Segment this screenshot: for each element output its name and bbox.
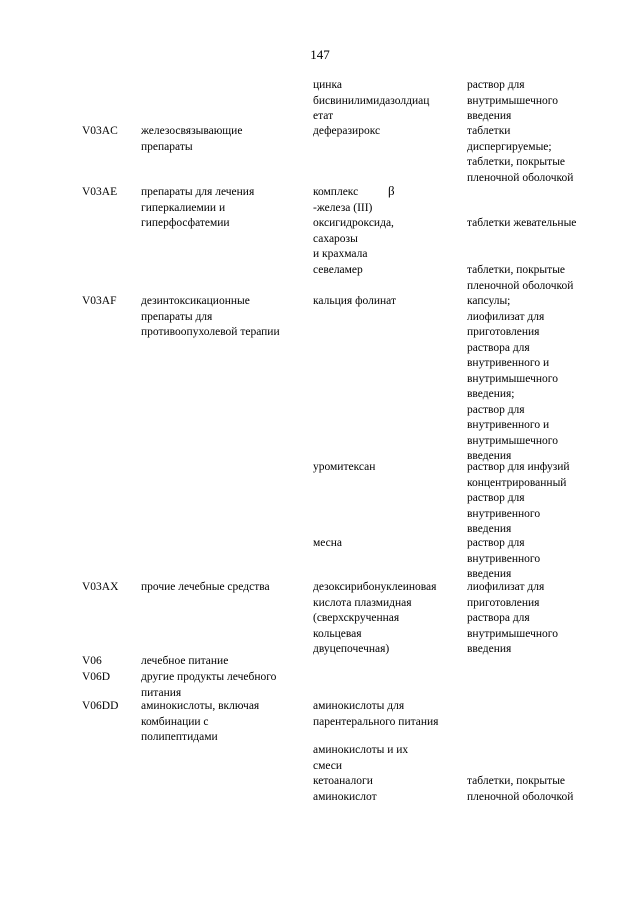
form-cell: таблетки, покрытые пленочной оболочкой [467, 264, 574, 292]
group-name-cell: препараты для лечения гиперкалиемии и гиперфосфатемии [141, 186, 255, 229]
atc-code-cell: V03AC [82, 125, 118, 137]
substance-cell: севеламер [313, 264, 363, 276]
atc-code-cell: V06D [82, 671, 111, 683]
substance-cell: комплекс -железа (III) оксигидроксида, сахарозы и крахмала [313, 186, 394, 260]
substance-cell: дезоксирибонуклеиновая кислота плазмидная (сверхскрученная кольцевая двуцепочечная) [313, 581, 437, 655]
form-cell: таблетки диспергируемые; таблетки, покрытые пленочной оболочкой [467, 125, 574, 184]
form-cell: капсулы; лиофилизат для приготовления раствора для внутривенного и внутримышечного введения; раствор для внутривенного и внутримышечного введения [467, 295, 558, 462]
page-number: 147 [310, 47, 330, 62]
beta-symbol: β [388, 183, 395, 198]
form-cell: таблетки жевательные [467, 217, 577, 229]
substance-cell: аминокислоты для парентерального питания [313, 700, 439, 728]
substance-cell: месна [313, 537, 343, 549]
atc-code-cell: V06 [82, 655, 102, 667]
form-cell: лиофилизат для приготовления раствора для внутримышечного введения [467, 581, 558, 655]
substance-cell: деферазирокс [313, 125, 381, 137]
form-cell: раствор для внутримышечного введения [467, 79, 558, 122]
atc-code-cell: V03AE [82, 186, 118, 198]
substance-cell: уромитексан [313, 461, 376, 473]
substance-cell: кальция фолинат [313, 295, 397, 307]
form-cell: таблетки, покрытые пленочной оболочкой [467, 775, 574, 803]
group-name-cell: дезинтоксикационные препараты для противоопухолевой терапии [141, 295, 280, 338]
substance-cell: кетоаналоги аминокислот [313, 775, 377, 803]
atc-code-cell: V06DD [82, 700, 119, 712]
group-name-cell: аминокислоты, включая комбинации с полипептидами [141, 700, 260, 743]
group-name-cell: прочие лечебные средства [141, 581, 270, 593]
atc-code-cell: V03AF [82, 295, 117, 307]
substance-cell: аминокислоты и их смеси [313, 744, 409, 772]
form-cell: раствор для инфузий концентрированный раствор для внутривенного введения [467, 461, 570, 535]
group-name-cell: железосвязывающие препараты [141, 125, 243, 153]
group-name-cell: другие продукты лечебного питания [141, 671, 277, 699]
atc-code-cell: V03AX [82, 581, 119, 593]
group-name-cell: лечебное питание [141, 655, 229, 667]
substance-cell: цинка бисвинилимидазолдиац етат [313, 79, 430, 122]
form-cell: раствор для внутривенного введения [467, 537, 541, 580]
